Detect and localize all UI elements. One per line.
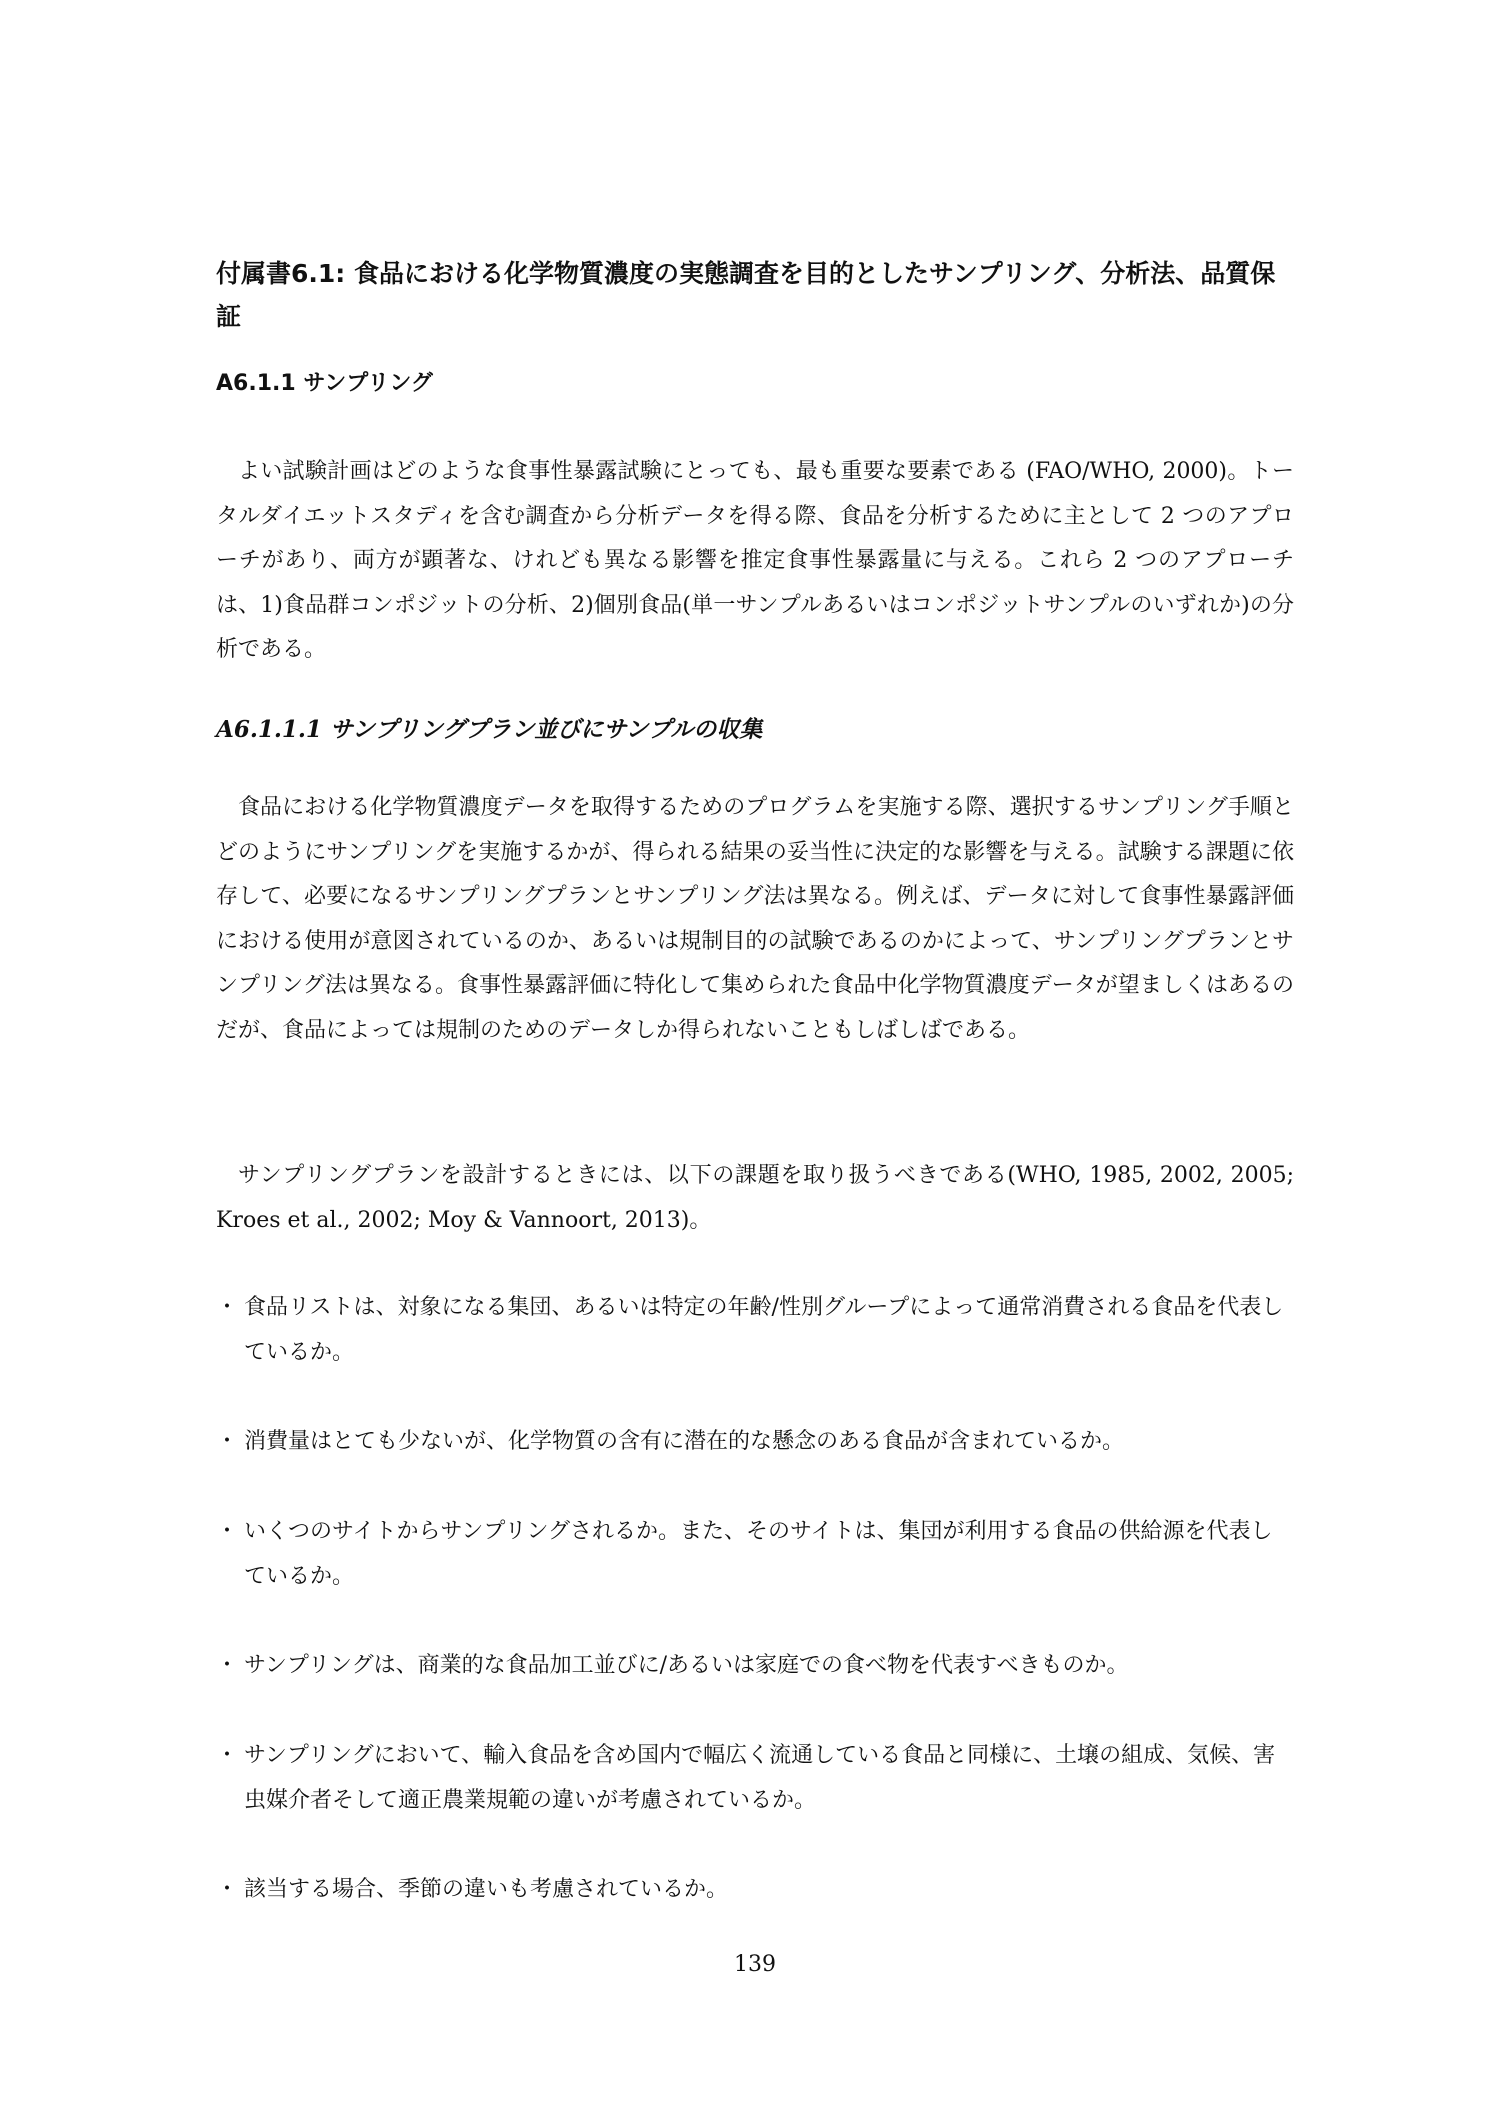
section-heading: A6.1.1 サンプリング: [216, 371, 433, 396]
intro-paragraph: よい試験計画はどのような食事性暴露試験にとっても、最も重要な要素である (FAO/WHO, 2000)。トータルダイエットスタディを含む調査から分析データを得る際、食品を分析するために主として 2 つのアプローチがあり、両方が顕著な、けれども異なる影響を推定食事性暴露量に与える。これら 2 つのアプローチは、1)食品群コンポジットの分析、2)個別食品(単一サンプルあるいはコンポジットサンプルのいずれか)の分析である。: [216, 459, 1294, 662]
list-item-text: 食品リストは、対象になる集団、あるいは特定の年齢/性別グループによって通常消費される食品を代表しているか。: [244, 1295, 1284, 1365]
sampling-plan-paragraph: 食品における化学物質濃度データを取得するためのプログラムを実施する際、選択するサンプリング手順とどのようにサンプリングを実施するかが、得られる結果の妥当性に決定的な影響を与える。試験する課題に依存して、必要になるサンプリングプランとサンプリング法は異なる。例えば、データに対して食事性暴露評価における使用が意図されているのか、あるいは規制目的の試験であるのかによって、サンプリングプランとサンプリング法は異なる。食事性暴露評価に特化して集められた食品中化学物質濃度データが望ましくはあるのだが、食品によっては規制のためのデータしか得られないこともしばしばである。: [216, 795, 1294, 1043]
list-item: [216, 1420, 1294, 1465]
bullet-marker: ・: [216, 1519, 239, 1544]
list-item: [216, 1734, 1294, 1823]
bullet-marker: ・: [216, 1743, 239, 1768]
chapter-title: 付属書6.1: 食品における化学物質濃度の実態調査を目的としたサンプリング、分析法、品質保証: [216, 259, 1276, 331]
bullet-marker: ・: [216, 1877, 239, 1902]
subsection-heading: A6.1.1.1 サンプリングプラン並びにサンプルの収集: [216, 716, 763, 743]
list-item-text: サンプリングは、商業的な食品加工並びに/あるいは家庭での食べ物を代表すべきものか。: [244, 1653, 1129, 1678]
list-item-text: いくつのサイトからサンプリングされるか。また、そのサイトは、集団が利用する食品の供給源を代表しているか。: [244, 1519, 1273, 1589]
document-page: [216, 0, 1294, 2122]
list-item: [216, 1286, 1294, 1375]
issues-intro-paragraph: サンプリングプランを設計するときには、以下の課題を取り扱うべきである(WHO, 1985, 2002, 2005; Kroes et al., 2002; Moy & Vannoort, 2013)。: [216, 1163, 1294, 1233]
list-item: [216, 1868, 1294, 1913]
bullet-marker: ・: [216, 1429, 239, 1454]
page-number: 139: [734, 1952, 776, 1977]
list-item: [216, 1644, 1294, 1689]
list-item-text: サンプリングにおいて、輸入食品を含め国内で幅広く流通している食品と同様に、土壌の組成、気候、害虫媒介者そして適正農業規範の違いが考慮されているか。: [244, 1743, 1276, 1813]
bullet-marker: ・: [216, 1653, 239, 1678]
bullet-marker: ・: [216, 1295, 239, 1320]
list-item-text: 消費量はとても少ないが、化学物質の含有に潜在的な懸念のある食品が含まれているか。: [244, 1429, 1125, 1454]
list-item: [216, 1510, 1294, 1599]
list-item-text: 該当する場合、季節の違いも考慮されているか。: [244, 1877, 729, 1902]
